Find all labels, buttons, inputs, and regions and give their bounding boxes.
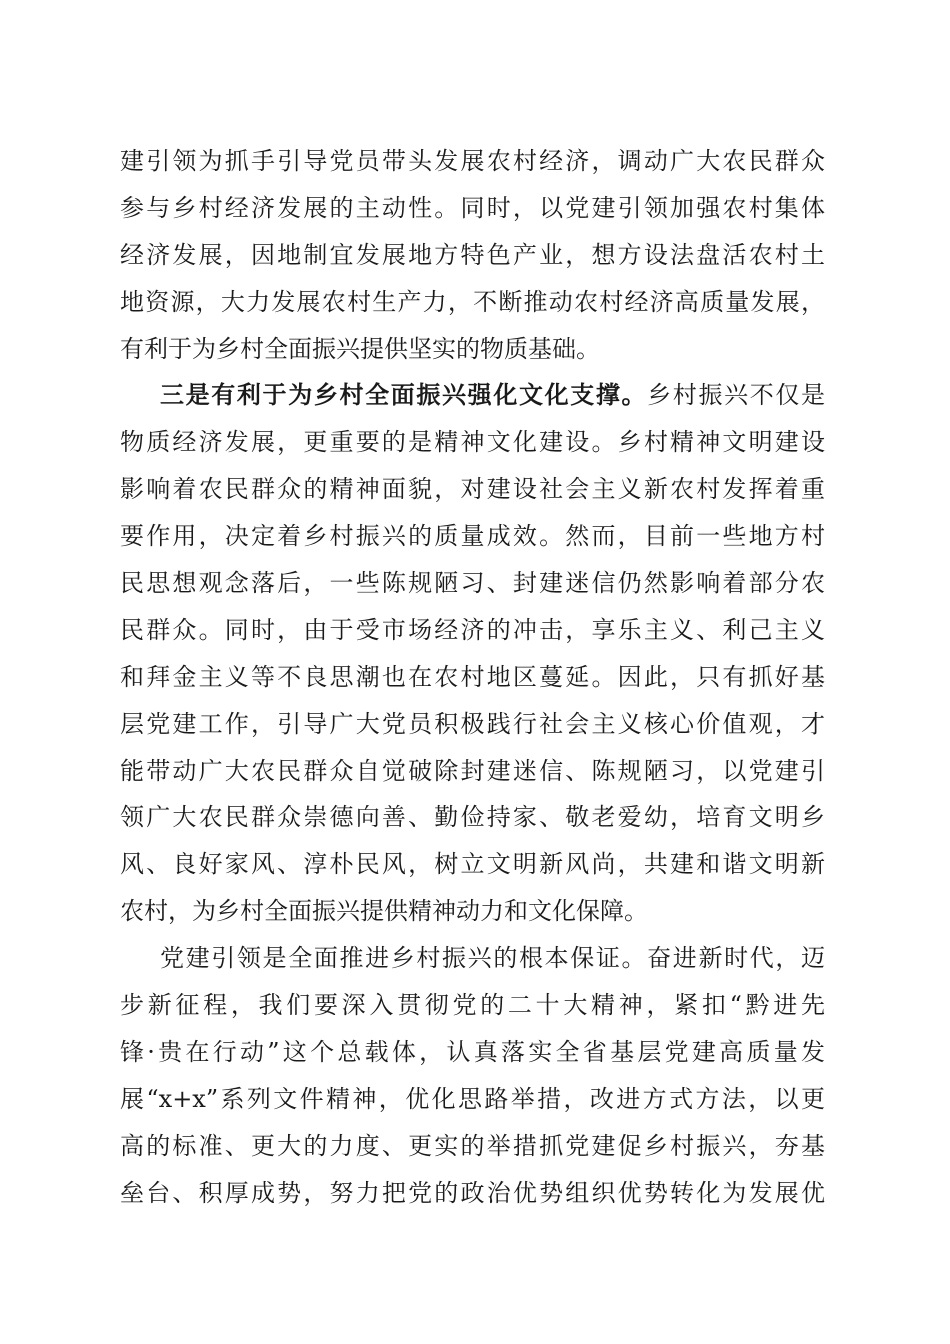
text-line: 要作用，决定着乡村振兴的质量成效。然而，目前一些地方村 (120, 522, 825, 551)
text-line: 锋·贵在行动”这个总载体，认真落实全省基层党建高质量发 (120, 1037, 825, 1066)
text-line: 民群众。同时，由于受市场经济的冲击，享乐主义、利己主义 (120, 615, 825, 644)
paragraph-culture (120, 372, 825, 935)
text-line: 风、良好家风、淳朴民风，树立文明新风尚，共建和谐文明新 (120, 850, 825, 879)
text-line: 高的标准、更大的力度、更实的举措抓党建促乡村振兴，夯基 (120, 1131, 825, 1160)
text-line: 建引领为抓手引导党员带头发展农村经济，调动广大农民群众 (120, 147, 825, 175)
text-line: 步新征程，我们要深入贯彻党的二十大精神，紧扣“黔进先 (120, 991, 825, 1020)
text-line: 垒台、积厚成势，努力把党的政治优势组织优势转化为发展优 (120, 1178, 825, 1207)
paragraph-first-line: 党建引领是全面推进乡村振兴的根本保证。奋进新时代，迈 (160, 944, 825, 973)
text-line: 地资源，大力发展农村生产力，不断推动农村经济高质量发展， (120, 287, 825, 316)
paragraph-lead-heading: 三是有利于为乡村全面振兴强化文化支撑。 (160, 380, 648, 410)
text-line: 物质经济发展，更重要的是精神文化建设。乡村精神文明建设 (120, 428, 825, 457)
text-line: 领广大农民群众崇德向善、勤俭持家、敬老爱幼，培育文明乡 (120, 803, 825, 832)
paragraph-economy (120, 138, 825, 372)
paragraph-first-line (120, 372, 825, 419)
text-fragment: 乡村振兴不仅是 (647, 381, 826, 410)
text-line: 经济发展，因地制宜发展地方特色产业，想方设法盘活农村土 (120, 240, 825, 269)
text-line: 能带动广大农民群众自觉破除封建迷信、陈规陋习，以党建引 (120, 756, 825, 785)
text-line: 层党建工作，引导广大党员积极践行社会主义核心价值观，才 (120, 709, 825, 738)
text-line: 参与乡村经济发展的主动性。同时，以党建引领加强农村集体 (120, 193, 825, 222)
text-line: 有利于为乡村全面振兴提供坚实的物质基础。 (120, 334, 600, 363)
text-line: 展“x+x”系列文件精神，优化思路举措，改进方式方法，以更 (120, 1084, 825, 1113)
text-line: 影响着农民群众的精神面貌，对建设社会主义新农村发挥着重 (120, 475, 825, 504)
paragraph-conclusion (120, 935, 825, 1216)
text-line: 民思想观念落后，一些陈规陋习、封建迷信仍然影响着部分农 (120, 569, 825, 598)
text-line: 农村，为乡村全面振兴提供精神动力和文化保障。 (120, 897, 648, 926)
document-body (120, 138, 825, 1216)
text-line: 和拜金主义等不良思潮也在农村地区蔓延。因此，只有抓好基 (120, 662, 825, 691)
